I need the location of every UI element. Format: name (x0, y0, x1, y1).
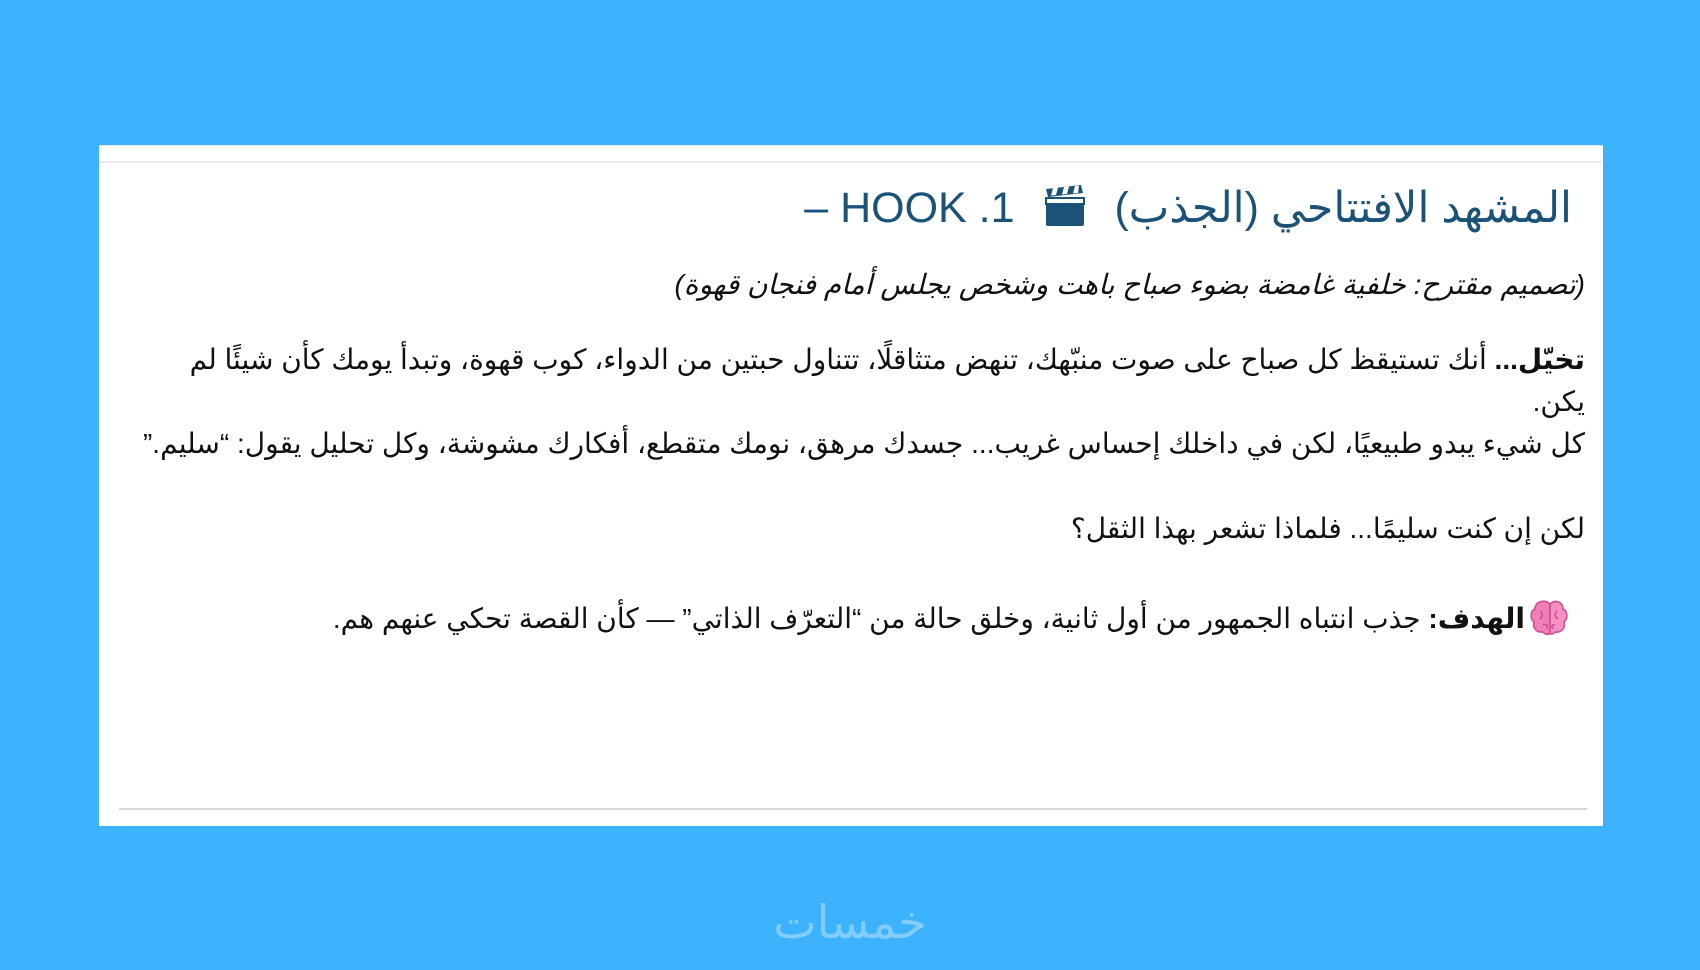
section-heading (134, 178, 1572, 238)
imagine-paragraph (134, 339, 1585, 465)
document-body (134, 178, 1585, 641)
clapperboard-icon (1043, 185, 1087, 229)
heading-keyword: HOOK (840, 184, 967, 232)
heading-dash: – (804, 184, 829, 232)
imagine-line-1: أنك تستيقظ كل صباح على صوت منبّهك، تنهض متثاقلًا، تتناول حبتين من الدواء، كوب قهوة، وتبدأ يومك كأن شيئًا لم يكن. (189, 344, 1585, 417)
heading-arabic-title: المشهد الافتتاحي (الجذب) (1114, 184, 1572, 232)
site-watermark: خمسات (773, 895, 927, 949)
imagine-lead: تخيّل... (1494, 344, 1585, 375)
question-paragraph: لكن إن كنت سليمًا... فلماذا تشعر بهذا الثقل؟ (1070, 513, 1585, 544)
goal-text: جذب انتباه الجمهور من أول ثانية، وخلق حالة من “التعرّف الذاتي” — كأن القصة تحكي عنهم هم. (332, 603, 1429, 634)
brain-icon (1529, 599, 1569, 637)
document-card (99, 145, 1603, 826)
goal-label: الهدف: (1428, 603, 1525, 634)
heading-number: 1. (978, 184, 1015, 232)
imagine-line-2: كل شيء يبدو طبيعيًا، لكن في داخلك إحساس غريب... جسدك مرهق، نومك متقطع، أفكارك مشوشة، وكل تحليل يقول: “سليم.” (142, 428, 1585, 459)
bottom-divider (119, 808, 1587, 810)
design-suggestion: (تصميم مقترح: خلفية غامضة بضوء صباح باهت وشخص يجلس أمام فنجان قهوة) (674, 269, 1585, 300)
top-divider (100, 161, 1602, 163)
goal-paragraph (134, 597, 1569, 641)
